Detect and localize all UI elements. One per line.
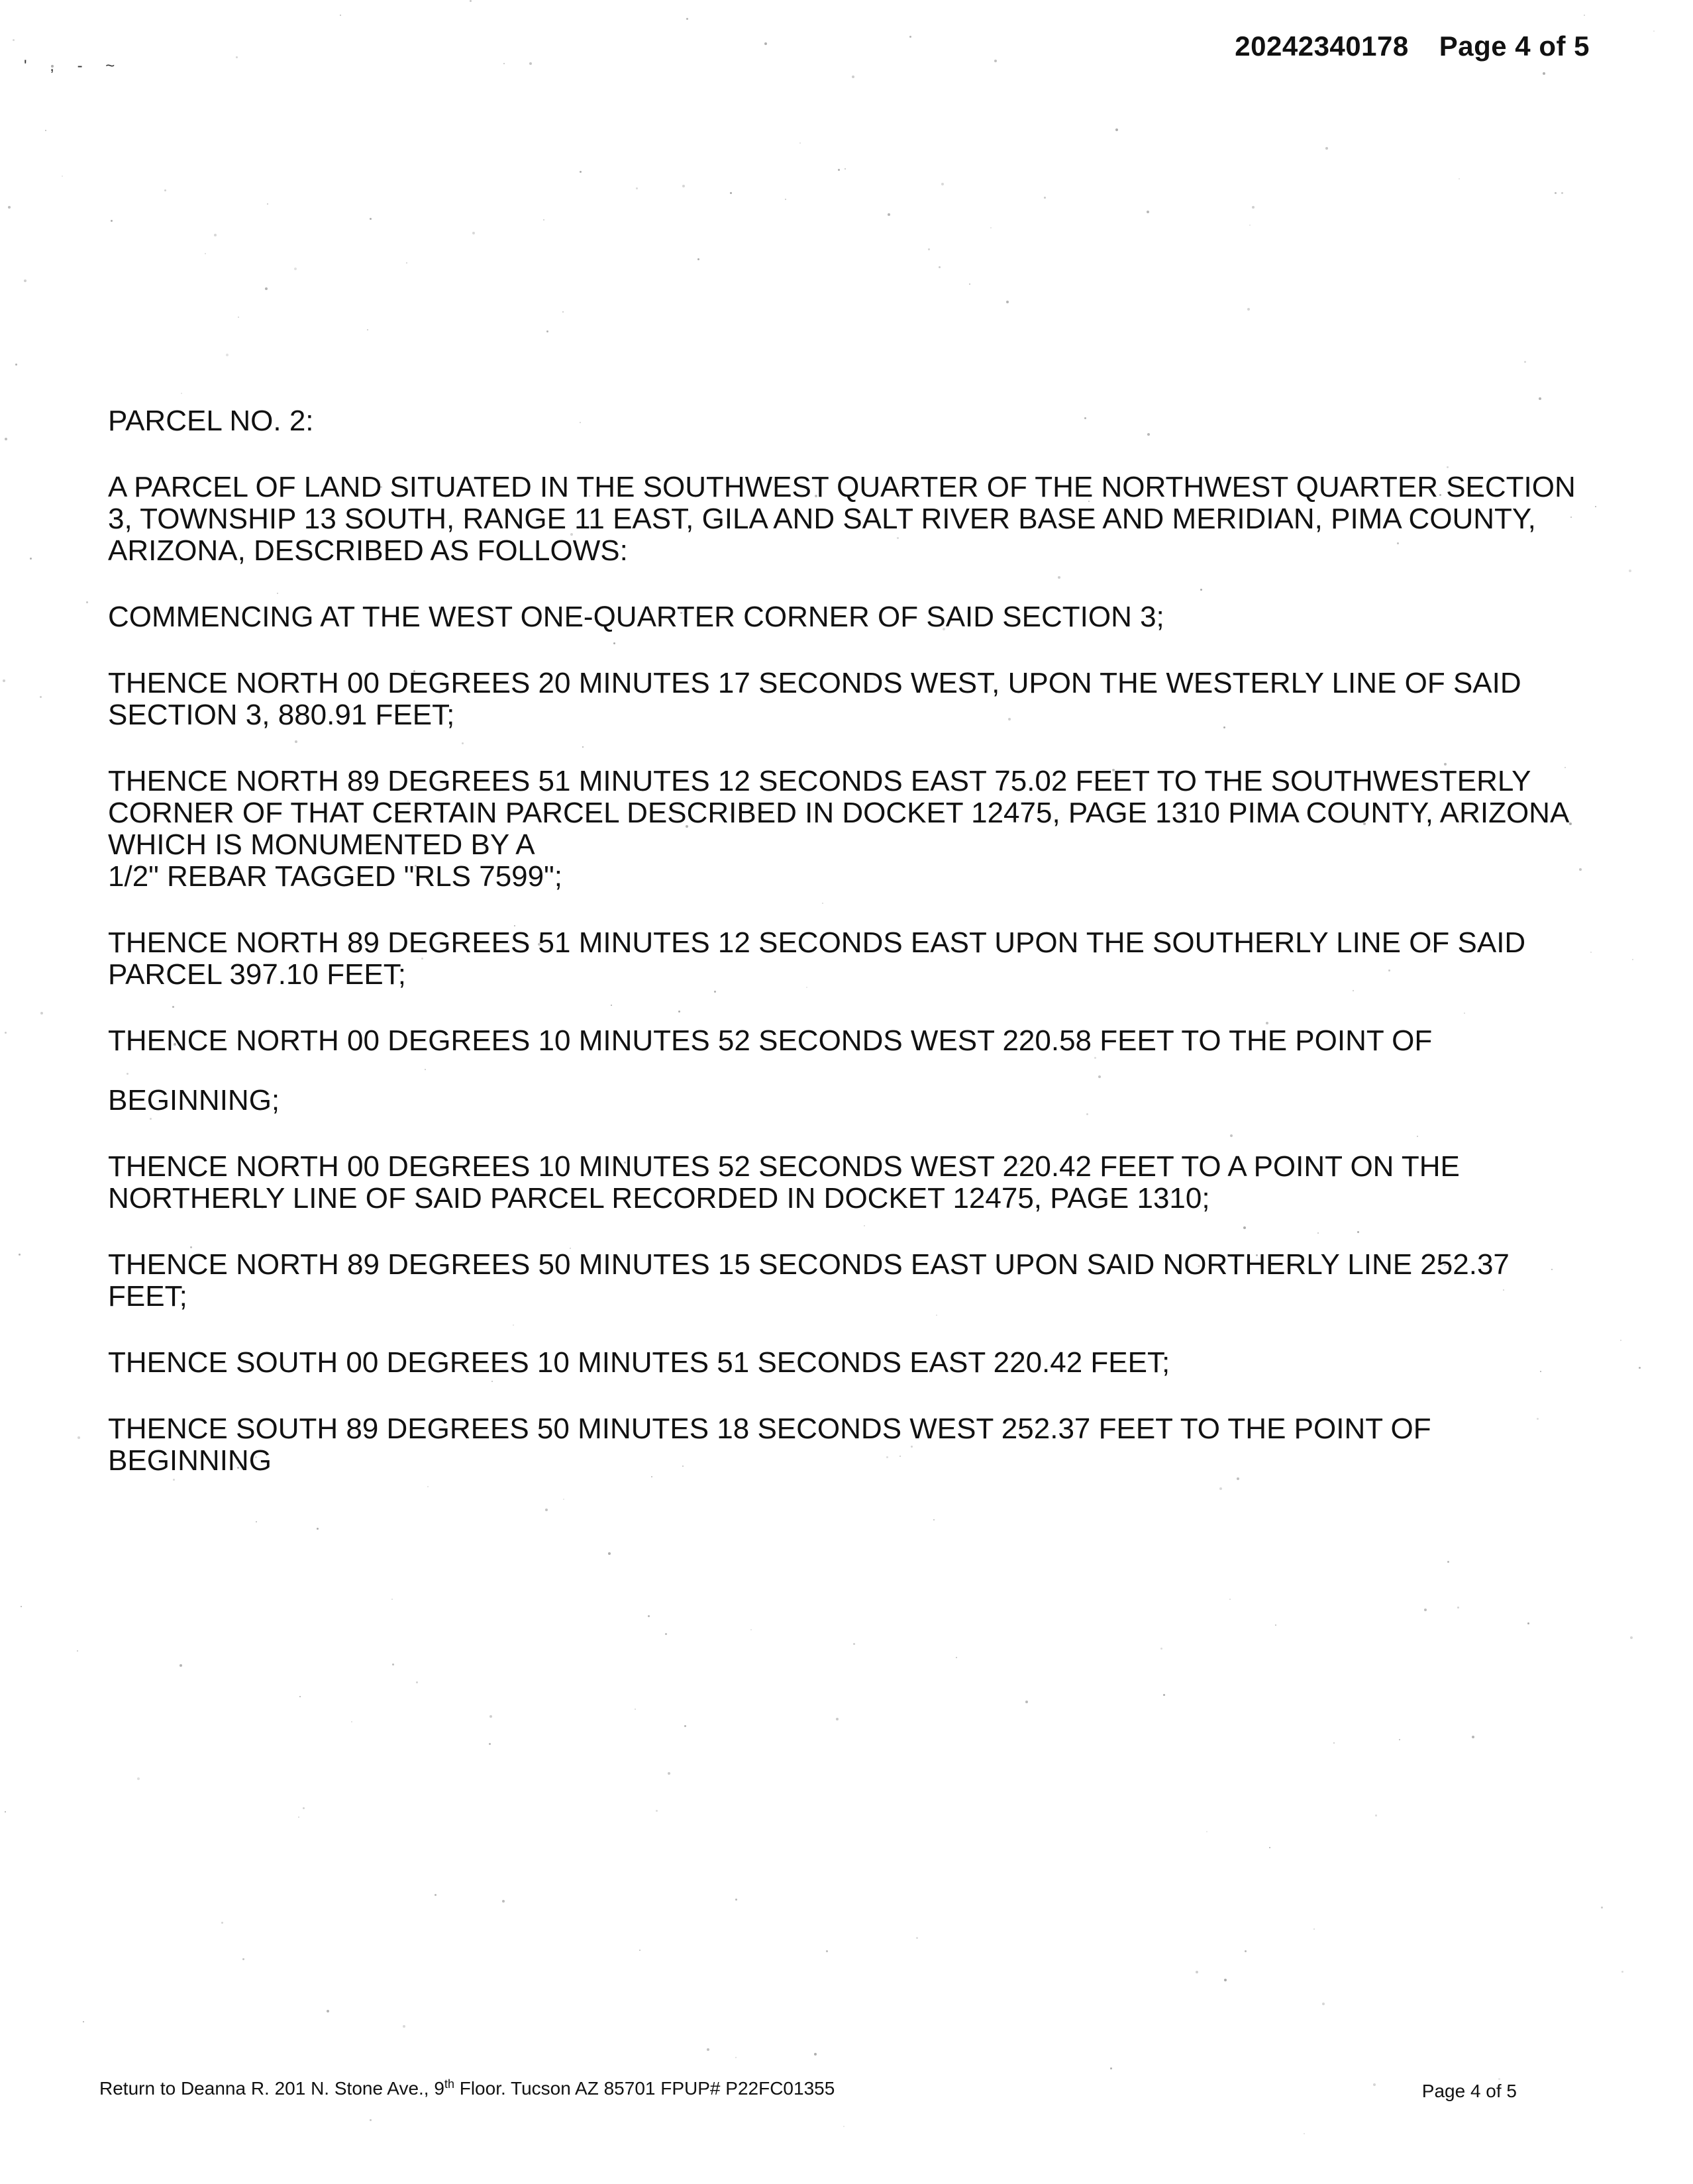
scan-speck <box>1524 361 1526 363</box>
scan-speck <box>40 1012 43 1015</box>
scan-speck <box>13 39 15 41</box>
scan-speck <box>1620 1340 1621 1341</box>
scan-speck <box>137 1777 140 1780</box>
scan-speck <box>543 219 544 221</box>
document-number: 20242340178 <box>1235 30 1409 62</box>
paragraph-course-7: THENCE SOUTH 00 DEGREES 10 MINUTES 51 SECONDS EAST 220.42 FEET; <box>108 1346 1170 1379</box>
scan-speck <box>403 2025 405 2028</box>
scan-speck <box>1498 2078 1500 2080</box>
scan-speck <box>214 234 217 236</box>
scan-speck <box>1457 1607 1459 1609</box>
scan-speck <box>1325 147 1328 150</box>
scan-speck <box>1424 1609 1427 1611</box>
scan-speck <box>546 330 548 332</box>
scan-speck <box>5 438 7 440</box>
scan-speck <box>735 1899 737 1901</box>
scan-speck <box>1249 224 1251 226</box>
scan-speck <box>77 1650 78 1652</box>
scan-speck <box>1561 192 1563 194</box>
scan-speck <box>502 1900 505 1903</box>
scan-speck <box>1399 1739 1400 1740</box>
scan-speck <box>294 268 297 270</box>
parcel-heading: PARCEL NO. 2: <box>108 405 314 437</box>
scan-speck <box>503 63 505 64</box>
scan-speck <box>1163 1694 1165 1696</box>
scan-speck <box>1247 308 1250 311</box>
scan-speck <box>1639 1367 1641 1369</box>
scan-speck <box>470 0 472 2</box>
scan-speck <box>1006 301 1009 303</box>
scan-speck <box>351 1721 352 1722</box>
scan-speck <box>1539 397 1541 400</box>
scan-speck <box>1630 1636 1633 1639</box>
scan-speck <box>990 227 992 228</box>
scan-speck <box>19 1254 21 1256</box>
scan-speck <box>111 220 113 222</box>
scan-speck <box>83 2021 84 2022</box>
scan-speck <box>1543 72 1545 75</box>
scan-speck <box>941 183 944 185</box>
scan-speck <box>814 2053 817 2056</box>
paragraph-course-3: THENCE NORTH 89 DEGREES 51 MINUTES 12 SECONDS EAST UPON THE SOUTHERLY LINE OF SAID PARCEL 397.10 FEET; <box>108 926 1534 991</box>
scan-speck <box>956 1657 957 1658</box>
scan-speck <box>1584 15 1585 16</box>
scan-speck <box>1110 2067 1112 2069</box>
scan-speck <box>265 287 268 290</box>
scan-speck <box>30 558 32 560</box>
scan-speck <box>8 206 11 209</box>
scan-speck <box>826 1950 828 1952</box>
scan-speck <box>1579 868 1582 871</box>
scan-speck <box>180 1664 182 1667</box>
scan-speck <box>489 1743 491 1745</box>
scan-speck <box>730 192 732 194</box>
scan-speck <box>684 1725 686 1727</box>
scan-speck <box>562 311 564 313</box>
scan-speck <box>1447 1561 1449 1563</box>
scan-speck <box>21 1606 22 1607</box>
scan-speck <box>888 213 890 216</box>
scan-speck <box>1313 1928 1315 1930</box>
scan-speck <box>1044 197 1046 199</box>
scan-speck <box>843 2126 845 2127</box>
scan-speck <box>256 1521 257 1522</box>
scan-speck <box>236 56 238 58</box>
scan-speck <box>1196 1971 1198 1973</box>
scan-speck <box>1252 206 1255 209</box>
return-note-prefix: Return to Deanna R. 201 N. Stone Ave., 9 <box>99 2078 444 2099</box>
scan-speck <box>370 2119 372 2121</box>
paragraph-commencing: COMMENCING AT THE WEST ONE-QUARTER CORNER OF SAID SECTION 3; <box>108 601 1164 633</box>
scan-speck <box>406 262 407 264</box>
scan-speck <box>1375 1814 1377 1816</box>
scan-speck <box>529 62 532 65</box>
paragraph-course-1: THENCE NORTH 00 DEGREES 20 MINUTES 17 SECONDS WEST, UPON THE WESTERLY LINE OF SAID SECTION 3, 880.91 FEET; <box>108 667 1529 731</box>
scan-speck <box>1621 1971 1623 1973</box>
scan-speck <box>416 1681 418 1683</box>
scan-speck <box>1527 1622 1529 1624</box>
paragraph-course-5: THENCE NORTH 00 DEGREES 10 MINUTES 52 SECONDS WEST 220.42 FEET TO A POINT ON THE NORTHERLY LINE OF SAID PARCEL RECORDED IN DOCKET 12475, PAGE 1310; <box>108 1150 1468 1215</box>
scan-speck <box>909 36 911 38</box>
scan-speck <box>1632 959 1633 960</box>
scan-speck <box>5 1811 6 1812</box>
scan-speck <box>636 187 638 189</box>
scan-speck <box>1025 1701 1028 1703</box>
scan-speck <box>489 1715 492 1718</box>
return-note-suffix: Floor. Tucson AZ 85701 FPUP# P22FC01355 <box>454 2078 835 2099</box>
paragraph-point-of-beginning: BEGINNING; <box>108 1084 280 1117</box>
scan-speck <box>916 1937 918 1939</box>
paragraph-parcel-location: A PARCEL OF LAND SITUATED IN THE SOUTHWEST QUARTER OF THE NORTHWEST QUARTER SECTION 3, TOWNSHIP 13 SOUTH, RANGE 11 EAST, GILA AND SALT RIVER BASE AND MERIDIAN, PIMA COUNTY, ARIZONA, DESCRIBED AS FOLLOWS: <box>108 471 1584 567</box>
scan-speck <box>608 1552 611 1555</box>
scan-speck <box>648 1615 650 1617</box>
scan-speck <box>391 1599 393 1600</box>
scan-speck <box>1160 1648 1162 1650</box>
scan-speck <box>1472 1736 1474 1738</box>
scan-speck <box>853 1643 855 1645</box>
scan-speck <box>656 1810 658 1812</box>
paragraph-course-2: THENCE NORTH 89 DEGREES 51 MINUTES 12 SECONDS EAST 75.02 FEET TO THE SOUTHWESTERLY CORNER OF THAT CERTAIN PARCEL DESCRIBED IN DOCKET 12475, PAGE 1310 PIMA COUNTY, ARIZONA WHICH IS MONUMENTED BY A 1/2" REBAR TAGGED "RLS 7599"; <box>108 765 1568 893</box>
scan-speck <box>1115 128 1118 131</box>
scan-speck <box>1333 1742 1335 1744</box>
scan-speck <box>933 1519 935 1520</box>
scan-speck <box>242 1958 244 1960</box>
scan-speck <box>62 175 63 177</box>
scan-speck <box>635 1709 636 1710</box>
scan-speck <box>764 42 767 45</box>
paragraph-course-6: THENCE NORTH 89 DEGREES 50 MINUTES 15 SECONDS EAST UPON SAID NORTHERLY LINE 252.37 FEET; <box>108 1248 1518 1313</box>
scan-speck <box>750 1629 752 1630</box>
scan-speck <box>267 203 268 205</box>
scan-artifact-mark: ' , - ~ <box>24 57 125 75</box>
scan-speck <box>1555 192 1557 194</box>
scan-speck <box>86 601 88 603</box>
scan-speck <box>1653 30 1655 32</box>
scan-speck <box>299 1696 301 1697</box>
page-header <box>1235 30 1590 62</box>
scan-speck <box>1322 2003 1325 2005</box>
scan-speck <box>838 169 840 171</box>
scan-speck <box>24 279 26 282</box>
scan-speck <box>1275 1624 1276 1626</box>
scan-speck <box>1206 1831 1207 1832</box>
scan-speck <box>735 2057 737 2058</box>
footer-page-label: Page 4 of 5 <box>1421 2081 1517 2101</box>
scan-speck <box>221 1922 223 1924</box>
return-note-ordinal: th <box>444 2077 454 2091</box>
scan-speck <box>799 142 801 144</box>
scan-speck <box>205 253 206 254</box>
header-page-label: Page 4 of 5 <box>1439 30 1590 62</box>
scan-speck <box>327 2010 329 2012</box>
scan-speck <box>1595 506 1596 507</box>
scan-speck <box>707 2048 709 2051</box>
return-address-note <box>99 2078 835 2099</box>
scan-speck <box>77 1436 80 1439</box>
scan-speck <box>1459 178 1460 179</box>
scan-speck <box>785 199 786 200</box>
scan-speck <box>1590 952 1592 953</box>
scan-speck <box>15 364 17 366</box>
scan-speck <box>836 1718 839 1720</box>
scan-speck <box>3 679 5 682</box>
scan-speck <box>226 354 229 356</box>
scan-speck <box>969 283 970 285</box>
scan-speck <box>370 218 372 220</box>
scan-speck <box>472 232 475 234</box>
scan-speck <box>928 248 930 250</box>
scan-speck <box>340 15 341 16</box>
scan-speck <box>392 1663 394 1665</box>
scan-speck <box>994 60 997 62</box>
scan-speck <box>1601 1907 1603 1909</box>
scan-speck <box>1245 1950 1247 1952</box>
scan-speck <box>303 1807 305 1809</box>
scan-speck <box>580 171 582 173</box>
paragraph-course-4: THENCE NORTH 00 DEGREES 10 MINUTES 52 SECONDS WEST 220.58 FEET TO THE POINT OF <box>108 1024 1433 1057</box>
scan-speck <box>697 258 699 260</box>
legal-description <box>108 405 1584 1511</box>
scan-speck <box>435 1894 436 1896</box>
scan-speck <box>682 185 685 187</box>
scan-speck <box>665 1633 667 1635</box>
scan-speck <box>1224 1979 1227 1981</box>
scan-speck <box>1269 1847 1270 1848</box>
scan-speck <box>939 266 941 268</box>
scan-speck <box>238 317 239 318</box>
scan-speck <box>1304 2133 1305 2134</box>
scan-speck <box>1629 570 1631 572</box>
scan-speck <box>639 1950 641 1951</box>
scan-speck <box>1373 2083 1376 2086</box>
scan-speck <box>164 189 166 191</box>
scan-speck <box>367 329 368 330</box>
scan-speck <box>181 393 182 394</box>
scan-speck <box>317 1528 319 1530</box>
scan-speck <box>1229 1599 1231 1600</box>
paragraph-course-8: THENCE SOUTH 89 DEGREES 50 MINUTES 18 SECONDS WEST 252.37 FEET TO THE POINT OF BEGINNING <box>108 1413 1439 1477</box>
scan-speck <box>298 1816 299 1818</box>
scan-speck <box>45 130 46 131</box>
scan-speck <box>852 75 854 78</box>
scan-speck <box>668 1772 670 1775</box>
scan-speck <box>5 1032 7 1034</box>
scan-speck <box>40 696 42 698</box>
scan-speck <box>686 18 688 20</box>
scan-speck <box>1147 211 1149 213</box>
scan-speck <box>845 168 846 170</box>
